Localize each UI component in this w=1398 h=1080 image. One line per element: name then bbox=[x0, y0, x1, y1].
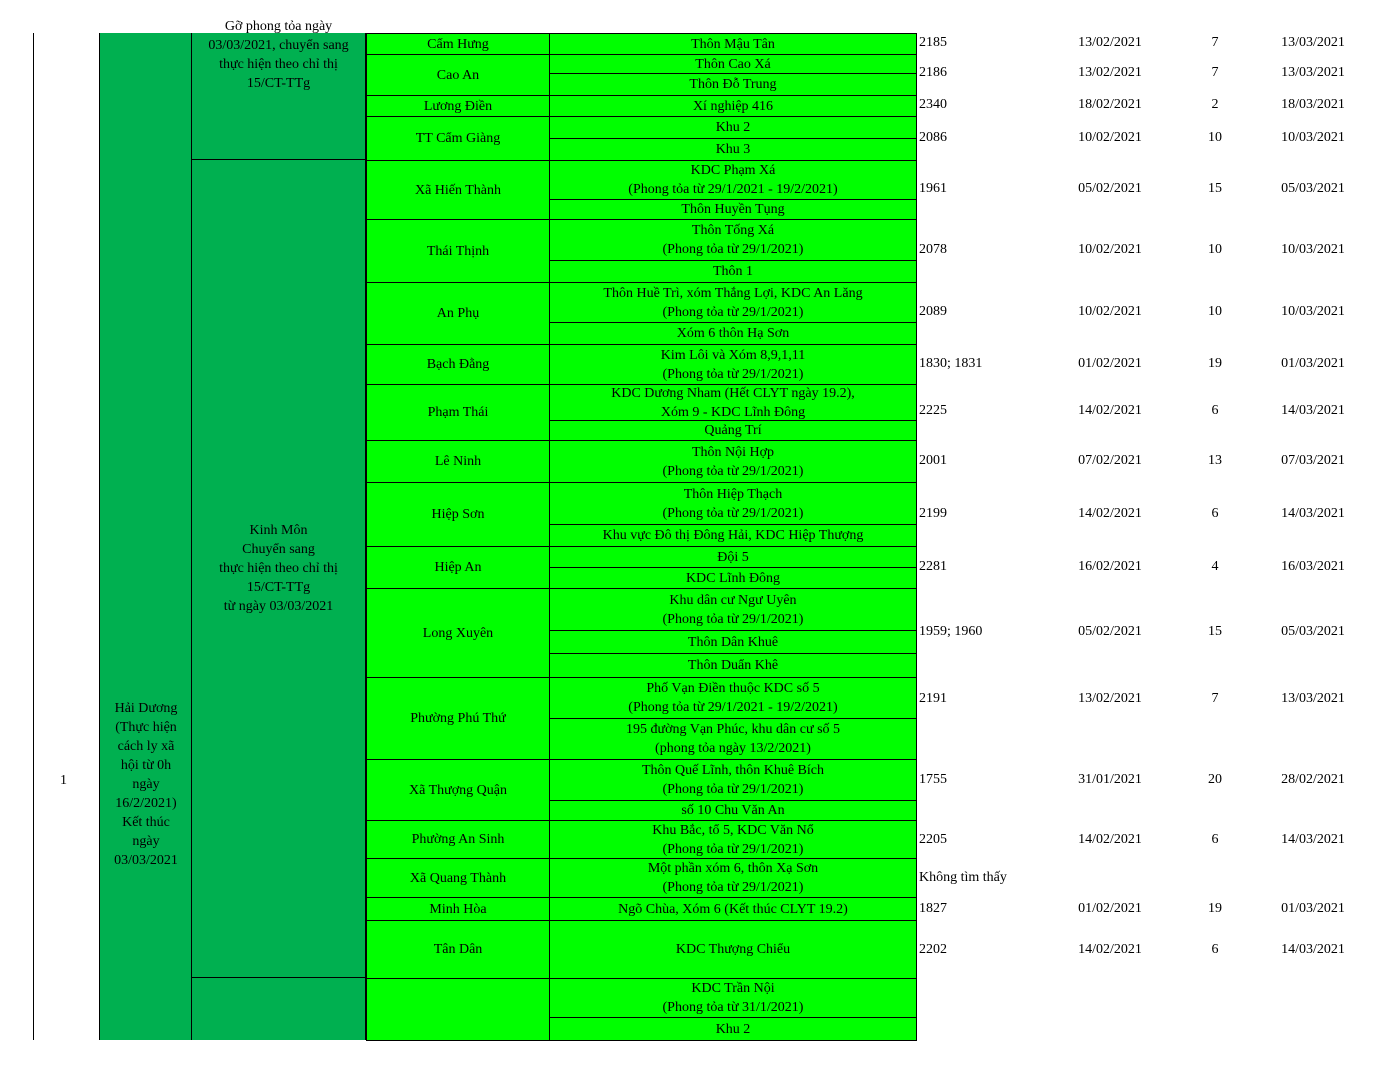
commune-name: Xã Hiến Thành bbox=[414, 182, 502, 198]
detection-date: 01/02/2021 bbox=[1078, 901, 1142, 916]
days-count: 19 bbox=[1208, 356, 1222, 371]
detection-date: 13/02/2021 bbox=[1078, 691, 1142, 706]
commune-name: Xã Quang Thành bbox=[409, 870, 507, 886]
days-count: 4 bbox=[1211, 559, 1219, 574]
detection-date: 13/02/2021 bbox=[1078, 35, 1142, 50]
commune-name: Lê Ninh bbox=[434, 454, 482, 469]
area-cell bbox=[549, 897, 917, 921]
area-name: Xóm 6 thôn Hạ Sơn bbox=[676, 326, 790, 341]
area-name: Khu vực Đô thị Đông Hải, KDC Hiệp Thượng bbox=[602, 528, 864, 543]
area-cell bbox=[549, 653, 917, 678]
area-cell bbox=[549, 1017, 917, 1041]
area-name: số 10 Chu Văn An bbox=[681, 803, 785, 818]
area-cell bbox=[549, 630, 917, 654]
area-cell bbox=[549, 260, 917, 283]
days-count: 15 bbox=[1208, 624, 1222, 639]
area-cell bbox=[549, 160, 917, 200]
commune-name: Cẩm Hưng bbox=[427, 36, 489, 52]
area-cell bbox=[549, 344, 917, 385]
detection-date: 14/02/2021 bbox=[1078, 403, 1142, 418]
commune-cell bbox=[366, 588, 550, 678]
commune-cell bbox=[366, 440, 550, 483]
detection-date: 01/02/2021 bbox=[1078, 356, 1142, 371]
area-cell bbox=[549, 33, 917, 55]
area-name: Thôn 1 bbox=[712, 264, 754, 279]
area-cell bbox=[549, 322, 917, 345]
area-name: 195 đường Vạn Phúc, khu dân cư số 5 (phong tỏa ngày 13/2/2021) bbox=[625, 722, 841, 756]
area-name: Khu 3 bbox=[715, 142, 751, 157]
district-cell-1 bbox=[192, 19, 366, 160]
commune-cell bbox=[366, 344, 550, 385]
province-name: Hải Dương bbox=[114, 701, 178, 716]
end-date: 14/03/2021 bbox=[1281, 403, 1345, 418]
area-name: Ngõ Chùa, Xóm 6 (Kết thúc CLYT 19.2) bbox=[618, 901, 848, 917]
area-name: Phố Vạn Điền thuộc KDC số 5 (Phong tỏa từ 29/1/2021 - 19/2/2021) bbox=[628, 681, 838, 715]
commune-cell bbox=[366, 54, 550, 96]
case-number: 2089 bbox=[919, 304, 947, 319]
days-count: 7 bbox=[1211, 65, 1219, 80]
area-cell bbox=[549, 524, 917, 547]
days-count: 13 bbox=[1208, 453, 1222, 468]
case-number: 2225 bbox=[919, 403, 947, 418]
commune-name: Lương Điền bbox=[423, 98, 493, 114]
detection-date: 14/02/2021 bbox=[1078, 506, 1142, 521]
area-name: Xí nghiệp 416 bbox=[692, 98, 774, 114]
area-cell bbox=[549, 588, 917, 631]
commune-cell bbox=[366, 677, 550, 760]
end-date: 01/03/2021 bbox=[1281, 356, 1345, 371]
area-name: Một phần xóm 6, thôn Xạ Sơn (Phong tỏa từ 29/1/2021) bbox=[647, 861, 819, 895]
district-label-2: Kinh Môn Chuyển sang thực hiện theo chỉ thị 15/CT-TTg từ ngày 03/03/2021 bbox=[219, 523, 338, 614]
area-name: Khu dân cư Ngư Uyên (Phong tỏa từ 29/1/2021) bbox=[662, 592, 804, 627]
area-cell bbox=[549, 95, 917, 117]
area-name: Khu Bắc, tổ 5, KDC Văn Nổ (Phong tỏa từ 29/1/2021) bbox=[652, 822, 814, 857]
commune-name: Xã Thượng Quận bbox=[409, 782, 507, 798]
detection-date: 10/02/2021 bbox=[1078, 130, 1142, 145]
district-cell-2 bbox=[192, 160, 366, 978]
commune-cell bbox=[366, 897, 550, 921]
area-cell bbox=[549, 920, 917, 979]
case-number: 1830; 1831 bbox=[919, 356, 983, 371]
area-name: KDC Phạm Xá (Phong tỏa từ 29/1/2021 - 19/2/2021) bbox=[628, 163, 838, 197]
end-date: 13/03/2021 bbox=[1281, 691, 1345, 706]
days-count: 6 bbox=[1211, 942, 1219, 957]
end-date: 13/03/2021 bbox=[1281, 65, 1345, 80]
area-cell bbox=[549, 482, 917, 525]
case-number: 2186 bbox=[919, 65, 947, 80]
area-cell bbox=[549, 677, 917, 719]
area-name: KDC Trần Nội (Phong tỏa từ 31/1/2021) bbox=[662, 981, 804, 1015]
area-cell bbox=[549, 54, 917, 74]
district-cell-3 bbox=[192, 978, 366, 1040]
detection-date: 07/02/2021 bbox=[1078, 453, 1142, 468]
days-count: 15 bbox=[1208, 181, 1222, 196]
commune-name: Minh Hòa bbox=[429, 901, 487, 917]
area-name: Thôn Tống Xá (Phong tỏa từ 29/1/2021) bbox=[662, 223, 804, 257]
area-cell bbox=[549, 73, 917, 96]
commune-name: Phường An Sinh bbox=[411, 832, 505, 847]
end-date: 07/03/2021 bbox=[1281, 453, 1345, 468]
area-cell bbox=[549, 800, 917, 821]
area-name: Khu 2 bbox=[715, 120, 751, 135]
days-count: 20 bbox=[1208, 772, 1222, 787]
end-date: 01/03/2021 bbox=[1281, 901, 1345, 916]
case-number: 2185 bbox=[919, 35, 947, 50]
area-cell bbox=[549, 219, 917, 261]
end-date: 14/03/2021 bbox=[1281, 506, 1345, 521]
detection-date: 13/02/2021 bbox=[1078, 65, 1142, 80]
commune-cell bbox=[366, 160, 550, 220]
end-date: 28/02/2021 bbox=[1281, 772, 1345, 787]
area-cell bbox=[549, 546, 917, 568]
province-cell bbox=[99, 33, 192, 1040]
area-cell bbox=[549, 567, 917, 589]
case-number: 2202 bbox=[919, 942, 947, 957]
area-cell bbox=[549, 759, 917, 801]
area-name: Thôn Đỗ Trung bbox=[689, 77, 777, 92]
area-name: KDC Lĩnh Đông bbox=[685, 570, 781, 586]
area-name: Thôn Nội Hợp (Phong tỏa từ 29/1/2021) bbox=[662, 444, 804, 479]
end-date: 18/03/2021 bbox=[1281, 97, 1345, 112]
area-name: Thôn Quế Lĩnh, thôn Khuê Bích (Phong tỏa từ 29/1/2021) bbox=[642, 763, 824, 797]
row-index: 1 bbox=[60, 773, 67, 788]
area-cell bbox=[549, 116, 917, 139]
case-number: 1959; 1960 bbox=[919, 624, 983, 639]
commune-name: Long Xuyên bbox=[422, 625, 494, 641]
end-date: 10/03/2021 bbox=[1281, 242, 1345, 257]
days-count: 7 bbox=[1211, 35, 1219, 50]
commune-cell bbox=[366, 282, 550, 345]
left-border bbox=[33, 33, 34, 1040]
area-name: Thôn Cao Xá bbox=[695, 56, 771, 72]
case-number: 2281 bbox=[919, 559, 947, 574]
case-number: 2086 bbox=[919, 130, 947, 145]
detection-date: 14/02/2021 bbox=[1078, 942, 1142, 957]
commune-name: Tân Dân bbox=[433, 942, 483, 957]
commune-cell bbox=[366, 95, 550, 117]
end-date: 10/03/2021 bbox=[1281, 304, 1345, 319]
detection-date: 31/01/2021 bbox=[1078, 772, 1142, 787]
commune-name: Thái Thịnh bbox=[426, 243, 490, 259]
commune-name: Hiệp An bbox=[434, 560, 482, 575]
days-count: 6 bbox=[1211, 832, 1219, 847]
detection-date: 18/02/2021 bbox=[1078, 97, 1142, 112]
days-count: 10 bbox=[1208, 130, 1222, 145]
end-date: 05/03/2021 bbox=[1281, 624, 1345, 639]
case-number: 2199 bbox=[919, 506, 947, 521]
commune-name: TT Cẩm Giàng bbox=[415, 131, 501, 146]
end-date: 10/03/2021 bbox=[1281, 130, 1345, 145]
district-label-1: Gỡ phong tỏa ngày 03/03/2021, chuyển sang thực hiện theo chỉ thị 15/CT-TTg bbox=[208, 19, 349, 91]
area-name: Thôn Hiệp Thạch (Phong tỏa từ 29/1/2021) bbox=[662, 486, 804, 521]
end-date: 05/03/2021 bbox=[1281, 181, 1345, 196]
commune-cell bbox=[366, 482, 550, 547]
end-date: 14/03/2021 bbox=[1281, 942, 1345, 957]
commune-name: Bạch Đằng bbox=[426, 357, 490, 372]
area-name: Kim Lôi và Xóm 8,9,1,11 (Phong tỏa từ 29/1/2021) bbox=[660, 347, 806, 382]
commune-cell bbox=[366, 384, 550, 441]
commune-cell bbox=[366, 116, 550, 161]
detection-date: 05/02/2021 bbox=[1078, 181, 1142, 196]
area-cell bbox=[549, 858, 917, 898]
commune-cell bbox=[366, 820, 550, 859]
area-cell bbox=[549, 138, 917, 161]
case-number: 1755 bbox=[919, 772, 947, 787]
detection-date: 14/02/2021 bbox=[1078, 832, 1142, 847]
days-count: 10 bbox=[1208, 242, 1222, 257]
days-count: 7 bbox=[1211, 691, 1219, 706]
province-note: (Thực hiện cách ly xã hội từ 0h ngày 16/2/2021) Kết thúc ngày 03/03/2021 bbox=[114, 720, 178, 868]
commune-name: Phường Phú Thứ bbox=[410, 711, 506, 726]
end-date: 16/03/2021 bbox=[1281, 559, 1345, 574]
area-name: Thôn Dân Khuê bbox=[687, 634, 779, 650]
area-cell bbox=[549, 820, 917, 859]
commune-cell bbox=[366, 920, 550, 979]
case-number: 2191 bbox=[919, 691, 947, 706]
case-number: 2205 bbox=[919, 832, 947, 847]
days-count: 6 bbox=[1211, 403, 1219, 418]
days-count: 10 bbox=[1208, 304, 1222, 319]
area-cell bbox=[549, 718, 917, 760]
area-cell bbox=[549, 420, 917, 441]
case-number: 2078 bbox=[919, 242, 947, 257]
commune-cell bbox=[366, 858, 550, 898]
area-cell bbox=[549, 440, 917, 483]
case-number: 2001 bbox=[919, 453, 947, 468]
area-name: Quảng Trí bbox=[704, 423, 762, 438]
area-cell bbox=[549, 282, 917, 323]
detection-date: 10/02/2021 bbox=[1078, 242, 1142, 257]
commune-cell bbox=[366, 33, 550, 55]
area-name: Thôn Huề Trì, xóm Thắng Lợi, KDC An Lăng (Phong tỏa từ 29/1/2021) bbox=[603, 285, 863, 320]
case-number: Không tìm thấy bbox=[919, 870, 1007, 885]
detection-date: 16/02/2021 bbox=[1078, 559, 1142, 574]
area-name: Thôn Huyền Tụng bbox=[681, 202, 785, 217]
area-name: Đội 5 bbox=[717, 549, 749, 565]
commune-cell bbox=[366, 219, 550, 283]
area-cell bbox=[549, 384, 917, 421]
detection-date: 05/02/2021 bbox=[1078, 624, 1142, 639]
end-date: 13/03/2021 bbox=[1281, 35, 1345, 50]
area-name: KDC Dương Nham (Hết CLYT ngày 19.2), Xóm 9 - KDC Lĩnh Đông bbox=[611, 385, 855, 420]
case-number: 1827 bbox=[919, 901, 947, 916]
area-cell bbox=[549, 978, 917, 1018]
days-count: 6 bbox=[1211, 506, 1219, 521]
days-count: 2 bbox=[1211, 97, 1219, 112]
commune-cell bbox=[366, 759, 550, 821]
area-cell bbox=[549, 199, 917, 220]
commune-name: Hiệp Sơn bbox=[431, 507, 485, 522]
end-date: 14/03/2021 bbox=[1281, 832, 1345, 847]
commune-cell bbox=[366, 546, 550, 589]
case-number: 2340 bbox=[919, 97, 947, 112]
area-name: Thôn Duẩn Khê bbox=[687, 658, 779, 673]
detection-date: 10/02/2021 bbox=[1078, 304, 1142, 319]
commune-name: An Phụ bbox=[436, 306, 480, 321]
commune-name: Cao An bbox=[436, 67, 480, 83]
area-name: KDC Thượng Chiểu bbox=[675, 942, 791, 957]
area-name: Khu 2 bbox=[715, 1021, 751, 1037]
area-name: Thôn Mậu Tân bbox=[691, 36, 775, 52]
case-number: 1961 bbox=[919, 181, 947, 196]
commune-name: Phạm Thái bbox=[427, 405, 489, 420]
commune-cell bbox=[366, 978, 550, 1041]
days-count: 19 bbox=[1208, 901, 1222, 916]
